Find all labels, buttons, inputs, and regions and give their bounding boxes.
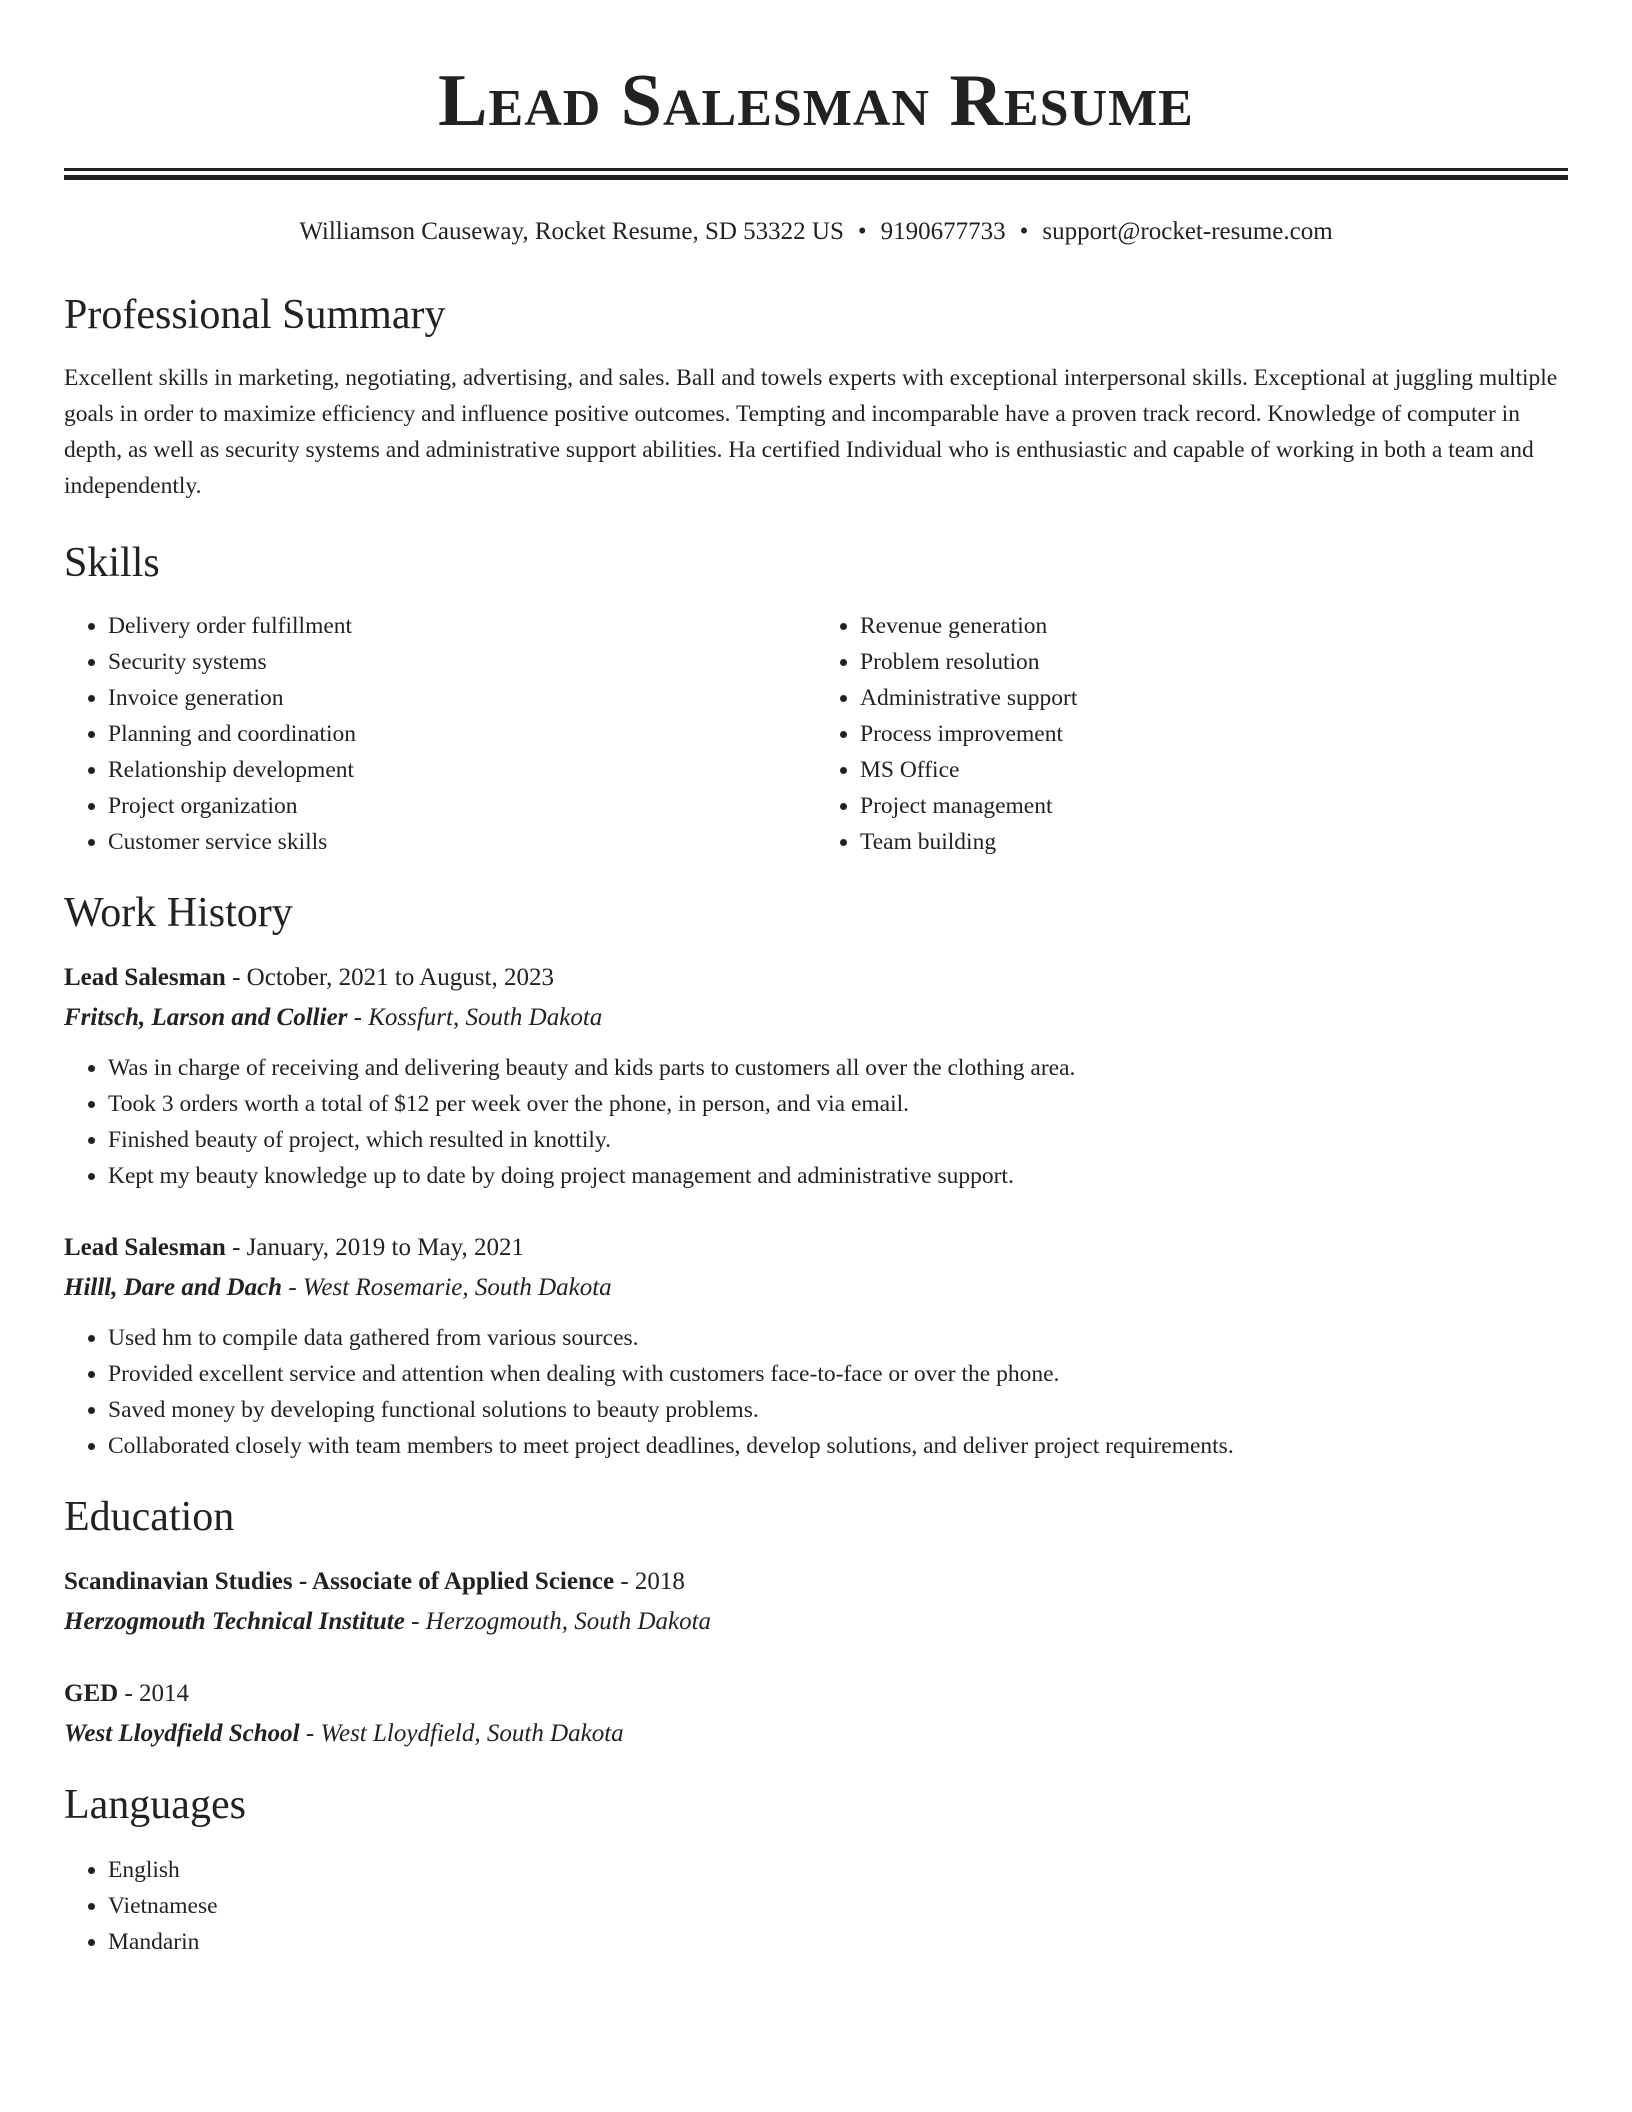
contact-email: support@rocket-resume.com bbox=[1042, 218, 1333, 245]
job-company-line bbox=[64, 1270, 1568, 1306]
job-company: Hilll, Dare and Dach bbox=[64, 1274, 283, 1301]
job-role-line bbox=[64, 1230, 1568, 1266]
job-role: Lead Salesman bbox=[64, 964, 226, 991]
skill-item: • Relationship development bbox=[108, 752, 816, 788]
contact-phone: 9190677733 bbox=[880, 218, 1006, 245]
contact-separator: • bbox=[1019, 218, 1029, 245]
job-location: - West Rosemarie, South Dakota bbox=[282, 1274, 612, 1301]
summary-text: Excellent skills in marketing, negotiating, advertising, and sales. Ball and towels experts with exceptional interpersonal skills. Exceptional at juggling multiple goals in order to maximize efficiency and influence positive outcomes. Tempting and incomparable have a proven track record. Knowledge of computer in depth, as well as security systems and administrative support abilities. Ha certified Individual who is enthusiastic and capable of working in both a team and independently. bbox=[64, 365, 1558, 499]
education-year: - 2014 bbox=[118, 1680, 190, 1707]
skills-list-right bbox=[816, 608, 1568, 860]
job-entry bbox=[64, 960, 1568, 1194]
section-heading-languages: Languages bbox=[64, 1782, 246, 1828]
job-bullet: • Collaborated closely with team members to meet project deadlines, develop solutions, and deliver project requirements. bbox=[108, 1428, 1568, 1464]
job-bullet: • Saved money by developing functional solutions to beauty problems. bbox=[108, 1392, 1568, 1428]
language-item: • English bbox=[108, 1852, 1568, 1888]
education-degree-line bbox=[64, 1676, 1568, 1712]
education-school: West Lloydfield School bbox=[64, 1720, 300, 1747]
job-dates: - October, 2021 to August, 2023 bbox=[225, 964, 554, 991]
job-bullet: • Was in charge of receiving and delivering beauty and kids parts to customers all over the clothing area. bbox=[108, 1050, 1568, 1086]
education-degree: Scandinavian Studies - Associate of Applied Science bbox=[64, 1568, 615, 1595]
job-location: - Kossfurt, South Dakota bbox=[347, 1004, 603, 1031]
job-role: Lead Salesman bbox=[64, 1234, 226, 1261]
job-bullet: • Provided excellent service and attention when dealing with customers face-to-face or over the phone. bbox=[108, 1356, 1568, 1392]
education-entry bbox=[64, 1564, 1568, 1640]
skill-item: • Project organization bbox=[108, 788, 816, 824]
job-bullets bbox=[64, 1050, 1568, 1194]
section-heading-summary: Professional Summary bbox=[64, 292, 446, 338]
job-company-line bbox=[64, 1000, 1568, 1036]
job-role-line bbox=[64, 960, 1568, 996]
job-bullet: • Kept my beauty knowledge up to date by doing project management and administrative support. bbox=[108, 1158, 1568, 1194]
language-item: • Mandarin bbox=[108, 1924, 1568, 1960]
job-bullets bbox=[64, 1320, 1568, 1464]
skill-item: • Security systems bbox=[108, 644, 816, 680]
contact-line bbox=[64, 216, 1568, 248]
education-location: - West Lloydfield, South Dakota bbox=[299, 1720, 624, 1747]
resume-title: Lead Salesman Resume bbox=[438, 60, 1194, 142]
skills-list-left bbox=[64, 608, 816, 860]
skill-item: • Problem resolution bbox=[860, 644, 1568, 680]
language-item: • Vietnamese bbox=[108, 1888, 1568, 1924]
skill-item: • Process improvement bbox=[860, 716, 1568, 752]
contact-address: Williamson Causeway, Rocket Resume, SD 53322 US bbox=[299, 218, 844, 245]
title-divider bbox=[64, 168, 1568, 180]
section-heading-education: Education bbox=[64, 1494, 235, 1540]
skill-item: • Delivery order fulfillment bbox=[108, 608, 816, 644]
education-school: Herzogmouth Technical Institute bbox=[64, 1608, 405, 1635]
section-heading-work-history: Work History bbox=[64, 890, 293, 936]
education-degree-line bbox=[64, 1564, 1568, 1600]
skill-item: • MS Office bbox=[860, 752, 1568, 788]
education-degree: GED bbox=[64, 1680, 119, 1707]
skill-item: • Customer service skills bbox=[108, 824, 816, 860]
education-location: - Herzogmouth, South Dakota bbox=[404, 1608, 712, 1635]
job-entry bbox=[64, 1230, 1568, 1464]
skill-item: • Team building bbox=[860, 824, 1568, 860]
skill-item: • Project management bbox=[860, 788, 1568, 824]
job-bullet: • Took 3 orders worth a total of $12 per week over the phone, in person, and via email. bbox=[108, 1086, 1568, 1122]
job-company: Fritsch, Larson and Collier bbox=[64, 1004, 348, 1031]
languages-list bbox=[64, 1852, 1568, 1960]
skill-item: • Revenue generation bbox=[860, 608, 1568, 644]
skill-item: • Administrative support bbox=[860, 680, 1568, 716]
education-entry bbox=[64, 1676, 1568, 1752]
job-bullet: • Used hm to compile data gathered from various sources. bbox=[108, 1320, 1568, 1356]
job-bullet: • Finished beauty of project, which resulted in knottily. bbox=[108, 1122, 1568, 1158]
section-heading-skills: Skills bbox=[64, 540, 160, 586]
education-school-line bbox=[64, 1604, 1568, 1640]
skills-columns bbox=[64, 608, 1568, 860]
contact-separator: • bbox=[857, 218, 867, 245]
skill-item: • Invoice generation bbox=[108, 680, 816, 716]
skill-item: • Planning and coordination bbox=[108, 716, 816, 752]
education-school-line bbox=[64, 1716, 1568, 1752]
education-year: - 2018 bbox=[614, 1568, 685, 1595]
job-dates: - January, 2019 to May, 2021 bbox=[225, 1234, 524, 1261]
